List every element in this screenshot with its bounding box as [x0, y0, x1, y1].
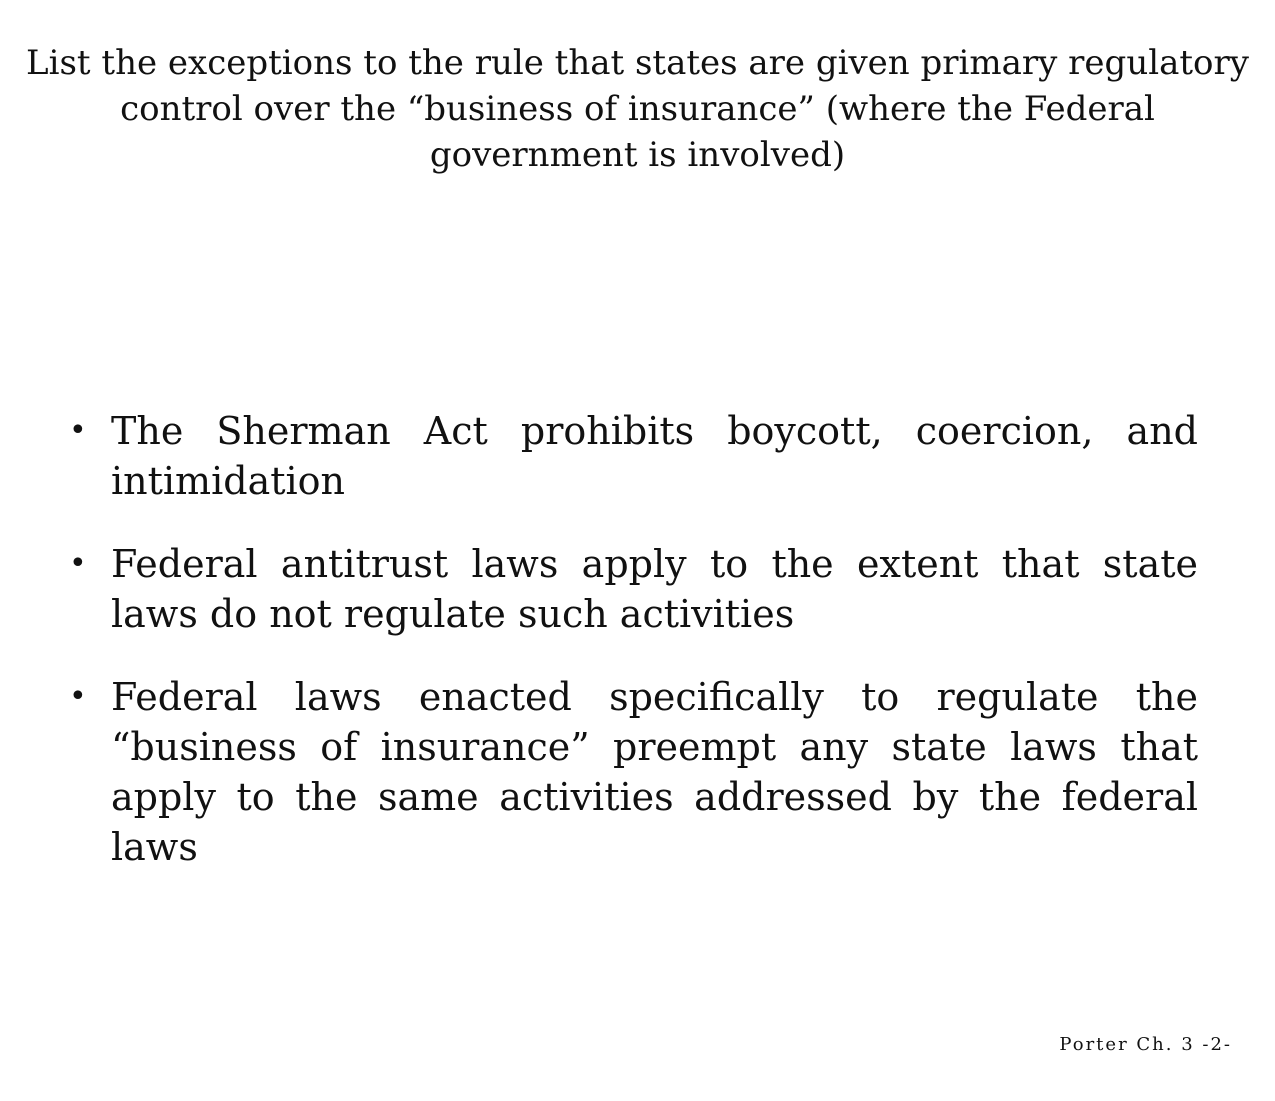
bullet-icon: • [69, 413, 87, 448]
answer-text-2: Federal antitrust laws apply to the extent that state laws do not regulate such activities [111, 542, 1198, 636]
answer-item-1 [64, 406, 1198, 506]
answer-list [64, 406, 1198, 905]
answer-item-2 [64, 539, 1198, 639]
answer-text-3: Federal laws enacted specifically to regulate the “business of insurance” preempt any state laws that apply to the same activities addressed by the federal laws [111, 675, 1198, 869]
answer-text-1: The Sherman Act prohibits boycott, coercion, and intimidation [111, 409, 1198, 503]
question-heading: List the exceptions to the rule that states are given primary regulatory control over the “business of insurance” (where the Federal government is involved) [26, 43, 1249, 175]
page-footer: Porter Ch. 3 -2- [1059, 1034, 1232, 1055]
bullet-icon: • [69, 546, 87, 581]
bullet-icon: • [69, 679, 87, 714]
answer-item-3 [64, 672, 1198, 872]
